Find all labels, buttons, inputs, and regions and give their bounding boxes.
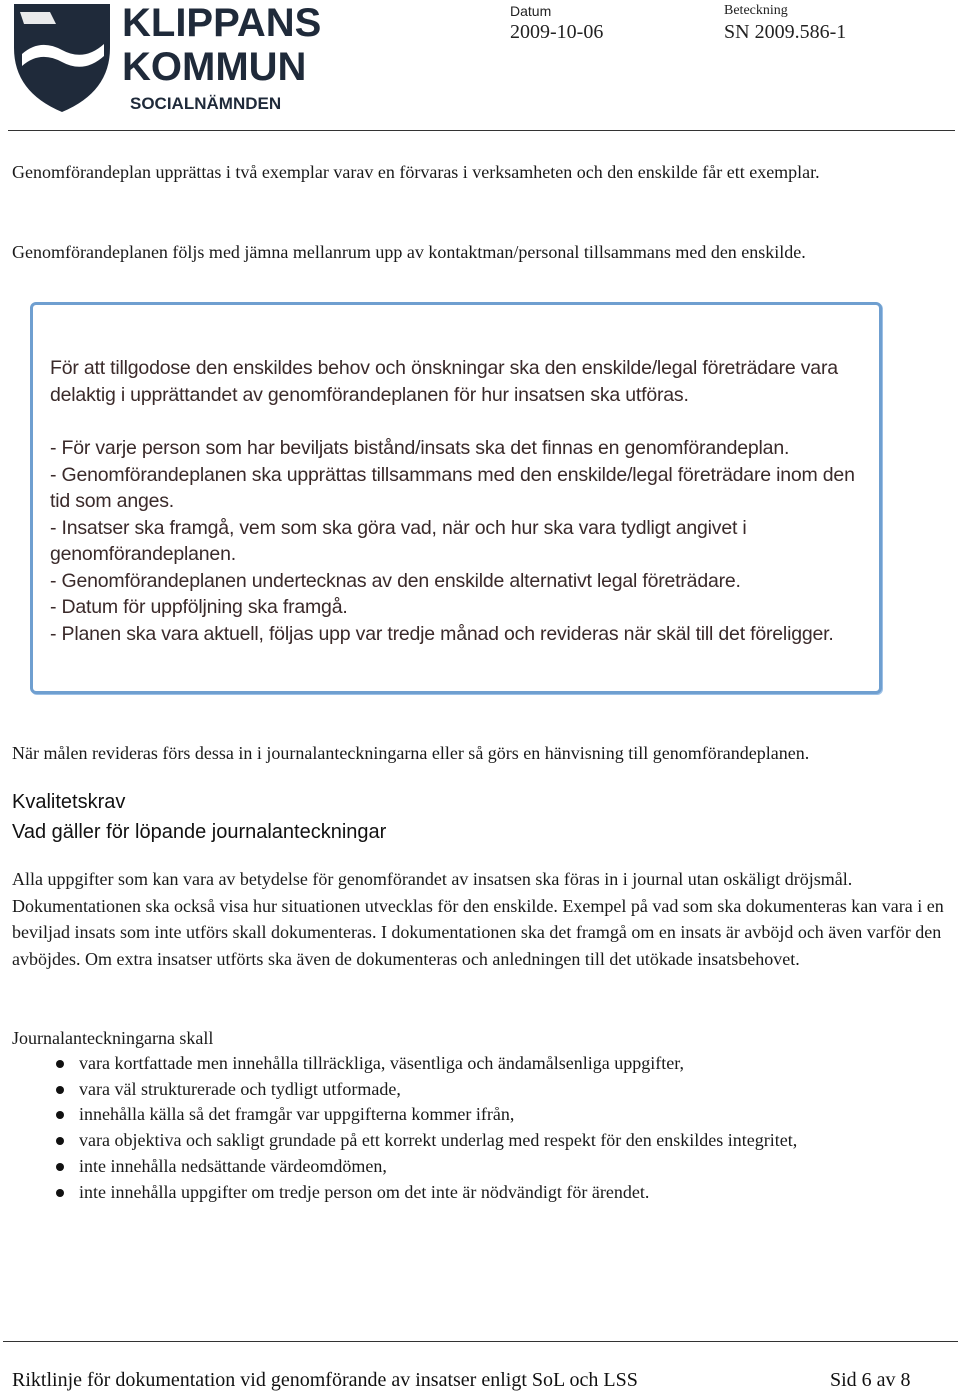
box-item: - Planen ska vara aktuell, följas upp var tredje månad och revideras när skäl till det föreligger. <box>50 622 834 645</box>
section-heading: Kvalitetskrav <box>12 791 126 813</box>
section-subheading: Vad gäller för löpande journalanteckningar <box>12 821 387 843</box>
list-item: vara väl strukturerade och tydligt utformade, <box>12 1077 952 1103</box>
svg-text:KLIPPANS: KLIPPANS <box>122 1 322 45</box>
box-lead-text: För att tillgodose den enskildes behov och önskningar ska den enskilde/legal företrädare vara delaktig i upprättandet av genomförandeplanen för hur insatsen ska utföras. <box>50 357 838 406</box>
header-divider <box>8 130 955 131</box>
intro-paragraph-1: Genomförandeplan upprättas i två exemplar varav en förvaras i verksamheten och den enskilde får ett exemplar. <box>12 162 820 182</box>
footer-title: Riktlinje för dokumentation vid genomförande av insatser enligt SoL och LSS <box>12 1369 638 1391</box>
box-item: - Genomförandeplanen ska upprättas tillsammans med den enskilde/legal företrädare inom den tid som anges. <box>50 463 855 512</box>
footer-divider <box>3 1341 958 1342</box>
klippans-kommun-logo <box>10 0 322 118</box>
reference-value: SN 2009.586-1 <box>724 21 847 43</box>
box-item: - Genomförandeplanen undertecknas av den enskilde alternativt legal företrädare. <box>50 569 741 592</box>
box-item: - Datum för uppföljning ska framgå. <box>50 596 348 618</box>
list-item: vara kortfattade men innehålla tillräckliga, väsentliga och ändamålsenliga uppgifter, <box>12 1051 952 1077</box>
list-item: inte innehålla nedsättande värdeomdömen, <box>12 1154 952 1180</box>
svg-text:SOCIALNÄMNDEN: SOCIALNÄMNDEN <box>130 94 282 113</box>
list-item: innehålla källa så det framgår var uppgifterna kommer ifrån, <box>12 1102 952 1128</box>
date-value: 2009-10-06 <box>510 21 604 43</box>
coat-of-arms-icon <box>10 0 322 118</box>
list-intro: Journalanteckningarna skall <box>12 1028 214 1048</box>
box-item: - För varje person som har beviljats bistånd/insats ska det finnas en genomförandeplan. <box>50 437 790 459</box>
section-body: Alla uppgifter som kan vara av betydelse för genomförandet av insatsen ska föras in i journal utan oskäligt dröjsmål. Dokumentationen ska också visa hur situationen utvecklas för den enskilde. Exempel på vad som ska dokumenteras kan vara i en beviljad insats som inte utförs skall dokumenteras. I dokumentationen ska det framgå om en insats är avböjd och även varför den avböjdes. Om extra insatser utförts ska även de dokumenteras och anledningen till det utökade insatsbehovet. <box>12 869 944 969</box>
requirements-list <box>12 1051 952 1205</box>
svg-text:KOMMUN: KOMMUN <box>122 45 307 89</box>
page-number: Sid 6 av 8 <box>830 1369 911 1391</box>
date-label: Datum <box>510 3 552 19</box>
reference-label: Beteckning <box>724 3 788 18</box>
requirements-box <box>30 302 882 694</box>
list-item: inte innehålla uppgifter om tredje person om det inte är nödvändigt för ärendet. <box>12 1180 952 1206</box>
intro-paragraph-2: Genomförandeplanen följs med jämna mellanrum upp av kontaktman/personal tillsammans med den enskilde. <box>12 242 806 262</box>
list-item: vara objektiva och sakligt grundade på ett korrekt underlag med respekt för den enskildes integritet, <box>12 1128 952 1154</box>
revision-paragraph: När målen revideras förs dessa in i journalanteckningarna eller så görs en hänvisning till genomförandeplanen. <box>12 743 810 763</box>
box-item: - Insatser ska framgå, vem som ska göra vad, när och hur ska vara tydligt angivet i genomförandeplanen. <box>50 516 747 565</box>
